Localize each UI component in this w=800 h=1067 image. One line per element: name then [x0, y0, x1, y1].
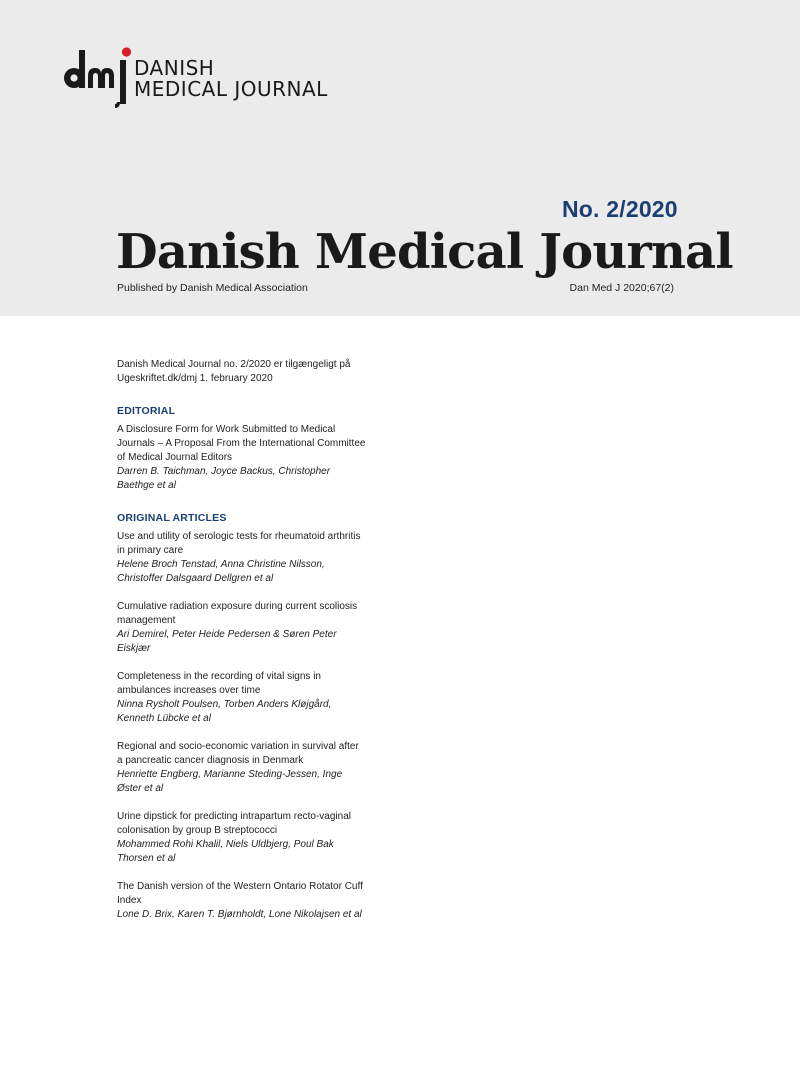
- journal-title: Danish Medical Journal: [116, 224, 733, 280]
- article-authors: Ari Demirel, Peter Heide Pedersen & Søren Peter Eiskjær: [117, 629, 337, 654]
- article-item[interactable]: [117, 530, 367, 586]
- article-authors: Ninna Rysholt Poulsen, Torben Anders Kløjgård, Kenneth Lübcke et al: [117, 699, 332, 724]
- availability-note: [117, 358, 367, 386]
- article-item[interactable]: [117, 880, 367, 922]
- logo-line-2: MEDICAL JOURNAL: [134, 77, 328, 101]
- article-authors: Lone D. Brix, Karen T. Bjørnholdt, Lone Nikolajsen et al: [117, 909, 362, 920]
- article-item[interactable]: [117, 423, 367, 493]
- article-item[interactable]: [117, 670, 367, 726]
- article-item[interactable]: [117, 810, 367, 866]
- article-authors: Henriette Engberg, Marianne Steding-Jessen, Inge Øster et al: [117, 769, 343, 794]
- publisher-line: Published by Danish Medical Association: [117, 282, 308, 294]
- table-of-contents: [117, 358, 367, 940]
- journal-logo: [63, 46, 328, 112]
- article-title[interactable]: Completeness in the recording of vital signs in ambulances increases over time: [117, 671, 321, 696]
- section-original-articles: [117, 511, 367, 922]
- section-heading: EDITORIAL: [117, 405, 176, 417]
- section-editorial: [117, 404, 367, 493]
- article-item[interactable]: [117, 600, 367, 656]
- citation: Dan Med J 2020;67(2): [569, 282, 674, 294]
- dmj-logo-mark-icon: [63, 46, 135, 112]
- issue-number: No. 2/2020: [562, 196, 678, 222]
- article-title[interactable]: A Disclosure Form for Work Submitted to Medical Journals – A Proposal From the International Committee of Medical Journal Editors: [117, 424, 366, 463]
- article-authors: Helene Broch Tenstad, Anna Christine Nilsson, Christoffer Dalsgaard Dellgren et al: [117, 559, 325, 584]
- availability-line-1: Danish Medical Journal no. 2/2020 er tilgængeligt på: [117, 359, 351, 370]
- article-title[interactable]: Urine dipstick for predicting intrapartum recto-vaginal colonisation by group B streptococci: [117, 811, 351, 836]
- article-title[interactable]: Regional and socio-economic variation in survival after a pancreatic cancer diagnosis in Denmark: [117, 741, 359, 766]
- availability-line-2: Ugeskriftet.dk/dmj 1. february 2020: [117, 373, 273, 384]
- article-item[interactable]: [117, 740, 367, 796]
- article-title[interactable]: The Danish version of the Western Ontario Rotator Cuff Index: [117, 881, 363, 906]
- logo-line-1: DANISH: [134, 56, 215, 80]
- article-authors: Darren B. Taichman, Joyce Backus, Christopher Baethge et al: [117, 466, 331, 491]
- section-heading: ORIGINAL ARTICLES: [117, 512, 227, 524]
- article-title[interactable]: Cumulative radiation exposure during current scoliosis management: [117, 601, 358, 626]
- article-title[interactable]: Use and utility of serologic tests for rheumatoid arthritis in primary care: [117, 531, 361, 556]
- article-authors: Mohammed Rohi Khalil, Niels Uldbjerg, Poul Bak Thorsen et al: [117, 839, 334, 864]
- logo-wordmark: [134, 58, 328, 100]
